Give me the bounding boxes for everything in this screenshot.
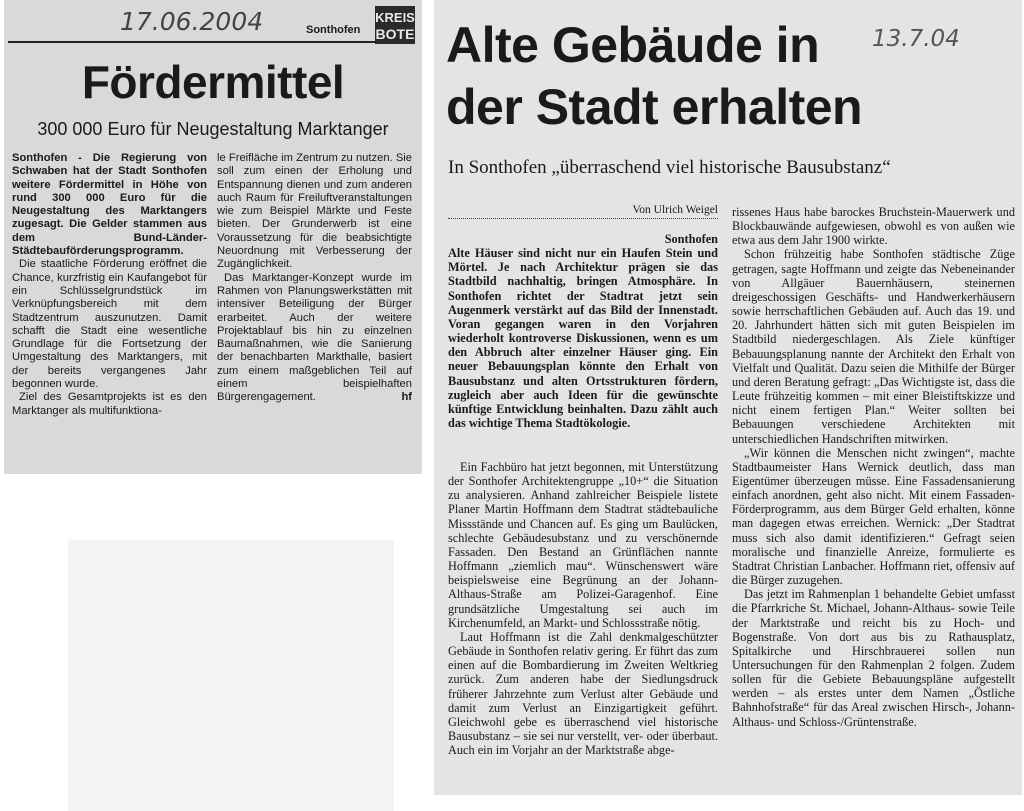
paragraph: le Freifläche im Zentrum zu nutzen. Sie soll zum einen der Erholung und Entspannung dienen und zum anderen auch Raum für Freiluftveranstaltungen wie zum Beispiel Märkte und Feste bieten. Der Grunderwerb ist eine Voraussetzung für die beabsichtigte Neuordnung mit Verbesserung der Zugänglichkeit. <box>217 152 412 271</box>
clipping-alte-gebaeude <box>434 0 1022 795</box>
headline: Fördermittel <box>81 56 345 108</box>
svg-text:17.06.2004: 17.06.2004 <box>120 7 264 36</box>
svg-text:KREIS: KREIS <box>375 10 415 25</box>
article-body <box>12 152 412 418</box>
author-signature: hf <box>401 391 412 404</box>
paragraph: rissenes Haus habe barockes Bruchstein-Mauerwerk und Blockbauwände aufgewiesen, obwohl es von außen wie etwa aus dem Jahr 1900 wirkte. <box>732 205 1015 248</box>
headline <box>446 14 906 138</box>
subheadline: In Sonthofen „überraschend viel historische Bausubstanz“ <box>448 157 891 178</box>
lead-paragraph: Sonthofen - Die Regierung von Schwaben hat der Stadt Sonthofen weitere Fördermittel in Höhe von rund 300 000 Euro für die Neugestaltung des Marktangers zugesagt. Die Gelder stammen aus dem Bund-Länder-Städtebauförderungsprogramm. <box>12 152 207 258</box>
dateline-place: Sonthofen <box>664 232 718 246</box>
handwritten-date <box>118 2 264 38</box>
handwritten-date <box>870 18 980 58</box>
subheadline: 300 000 Euro für Neugestaltung Marktanger <box>37 119 389 139</box>
blank-scan-area <box>68 540 394 811</box>
paragraph: Ziel des Gesamtprojekts ist es den Marktanger als multifunktiona- <box>12 391 207 417</box>
paragraph: Laut Hoffmann ist die Zahl denkmalgeschützter Gebäude in Sonthofen relativ gering. Er führt das zum einen auf die Bombardierung im Zweiten Weltkrieg zurück. Zum anderen habe der Siedlungsdruck früherer Jahrzehnte zum Verlust alter Gebäude und damit zum Verlust an Einzigartigkeit geführt. Gleichwohl gebe es überraschend viel historische Bausubstanz – sie sei nur verstellt, ver- oder überbaut. Auch ein im Vorjahr an der Marktstraße abge- <box>448 629 718 758</box>
headline-line-1: Alte Gebäude in <box>446 17 820 73</box>
article-column-2 <box>732 205 1015 729</box>
clipping-foerdermittel <box>4 0 422 474</box>
lead-paragraph: Alte Häuser sind nicht nur ein Haufen Stein und Mörtel. Je nach Architektur prägen sie das Stadtbild nachhaltig, bringen Atmosphäre. In Sonthofen richtet der Stadtrat jetzt sein Augenmerk verstärkt auf das Bild der Innenstadt. Voran gegangen waren in den Vorjahren wiederholt kontroverse Diskussionen, wenn es um den Abbruch alter einzelner Häuser ging. Ein neuer Bebauungsplan könnte den Erhalt von Bausubstanz und alten Ortsstrukturen fördern, zugleich aber auch Ideen für die gewünschte künftige Entwicklung beinhalten. Dazu zählt auch das wichtige Thema Stadtökologie. <box>448 246 718 431</box>
article-column-1-body <box>448 460 718 757</box>
kreisbote-logo <box>375 6 415 44</box>
svg-text:13.7.04: 13.7.04 <box>872 26 960 52</box>
article-column-1 <box>448 232 718 430</box>
paragraph: „Wir können die Menschen nicht zwingen“, machte Stadtbaumeister Hans Wernick deutlich, dass man Eigentümer überzeugen müsse. Eine Fassadensanierung einfach anordnen, geht also nicht. Mit einem Fassaden-Förderprogramm, aus dem Bürger Geld erhalten, könne man dagegen etwas erreichen. Wernick: „Der Stadtrat muss sich also damit identifizieren.“ Gefragt seien moralische und finanzielle Anreize, formulierte es Stadtrat Christian Lanbacher. Hoffmann riet, offensiv auf die Bürger zuzugehen. <box>732 445 1015 588</box>
article-column-2 <box>217 152 412 418</box>
byline: Von Ulrich Weigel <box>448 204 718 219</box>
paragraph: Ein Fachbüro hat jetzt begonnen, mit Unterstützung der Sonthofer Architektengruppe „10+“ die Situation zu analysieren. Anhand zahlreicher Beispiele listete Planer Martin Hoffmann dem Stadtrat städtebauliche Missstände und Chancen auf. Es ging um Baulücken, schlechte Gebäudesubstanz und zu verschönernde Fassaden. Den Bestand an Grünflächen nannte Hoffmann „ziemlich mau“. Wünschenswert wäre beispielsweise eine Begrünung an der Johann-Althaus-Straße am Polizei-Garagenhof. Eine grundsätzliche Umgestaltung sei auch im Kirchenumfeld, an Markt- und Schlossstraße nötig. <box>448 460 718 630</box>
paragraph: Schon frühzeitig habe Sonthofen städtische Züge getragen, sagte Hoffmann und zeigte das Nebeneinander von Allgäuer Bauernhäusern, steinernen dreigeschossigen Geschäfts- und Handwerkerhäusern sowie herrschaftlichen Gebäuden auf. Auch das 19. und 20. Jahrhundert hätten sich mit guten Beispielen im Stadtbild niedergeschlagen. Als Ziele künftiger Bebauungsplanung nannte der Architekt den Erhalt von Vielfalt und Qualität. Dazu seien die Mithilfe der Bürger und deren Beratung gefragt: „Das Wichtigste ist, dass die Leute frühzeitig kommen – mit einer Bleistiftskizze und nicht einem fertigen Plan.“ Weiter sollten bei Bebauungen verschiedene Architekten mit unterschiedlichen Handschriften mitwirken. <box>732 247 1015 446</box>
article-column-1 <box>12 152 207 418</box>
paragraph: Das jetzt im Rahmenplan 1 behandelte Gebiet umfasst die Pfarrkriche St. Michael, Johann-Althaus- sowie Teile der Marktstraße und reicht bis zu Hoch- und Bogenstraße. Von dort aus bis zu Rathausplatz, Spitalkirche und Hirschbrauerei sollen nun Untersuchungen für den Rahmenplan 2 folgen. Zudem sollen für die Gebiete Bebauungspläne aufgestellt werden – als erstes unter dem Namen „Östliche Bahnhofstraße“ für das Areal zwischen Hirsch-, Johann-Althaus- und Schloss-/Grüntenstraße. <box>732 587 1015 729</box>
paragraph: Die staatliche Förderung eröffnet die Chance, kurzfristig ein Kaufangebot für ein Schlüsselgrundstück im Verknüpfungsbereich mit dem Stadtzentrum auszunutzen. Damit schafft die Stadt eine wesentliche Grundlage für die Fortsetzung der Umgestaltung des Marktangers, mit der bereits vergangenes Jahr begonnen wurde. <box>12 258 207 391</box>
locality-label: Sonthofen <box>306 24 361 36</box>
svg-text:BOTE: BOTE <box>375 26 415 42</box>
header-rule <box>8 41 376 43</box>
paragraph: Das Marktanger-Konzept wurde im Rahmen von Planungswerkstätten mit intensiver Beteiligung der Bürger erarbeitet. Auch der weitere Projektablauf bis hin zu einzelnen Baumaßnahmen, wie die Sanierung der benachbarten Markthalle, basiert zum einem maßgeblichen Teil auf einem beispielhaften Bürgerengagement. hf <box>217 271 412 404</box>
headline-line-2: der Stadt erhalten <box>446 79 863 135</box>
